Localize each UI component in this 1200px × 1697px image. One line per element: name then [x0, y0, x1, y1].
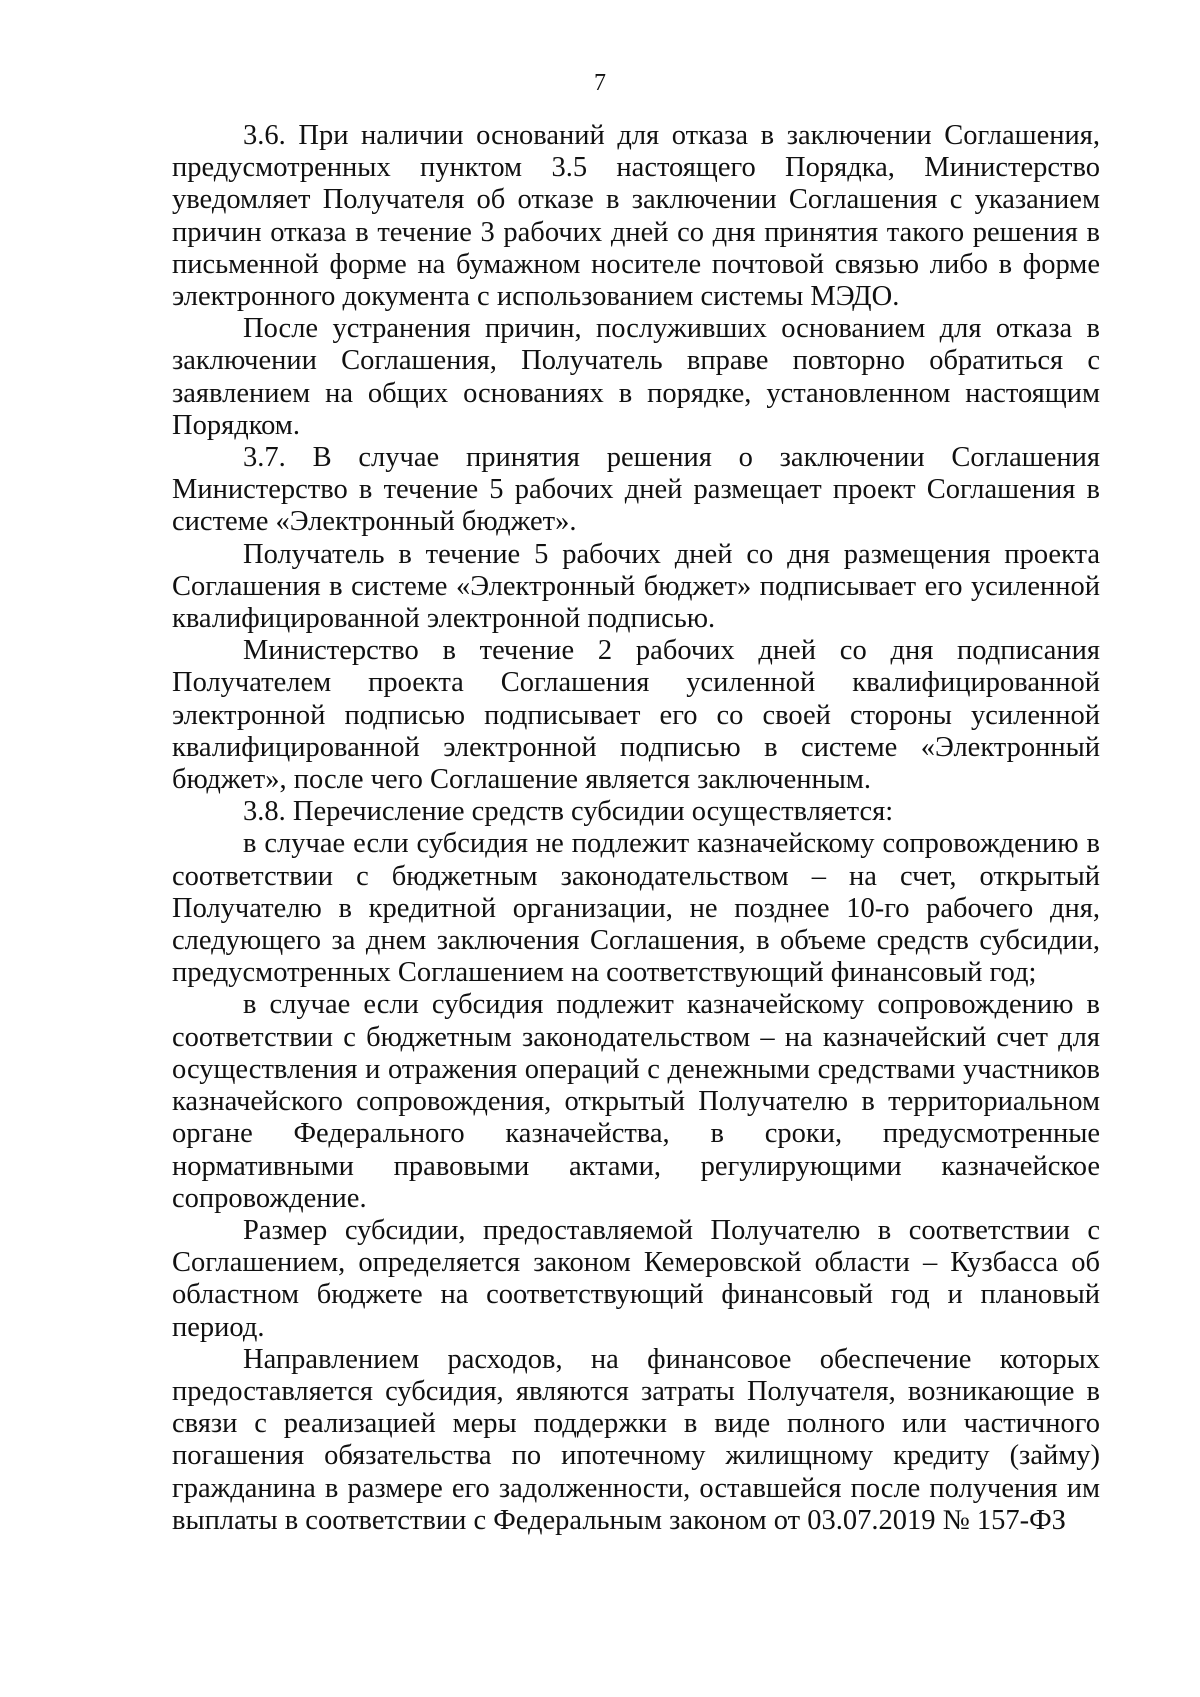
paragraph-3-6: 3.6. При наличии оснований для отказа в заключении Соглашения, предусмотренных пунктом 3.5 настоящего Порядка, Министерство уведомляет Получателя об отказе в заключении Соглашения с указанием причин отказа в течение 3 рабочих дней со дня принятия такого решения в письменной форме на бумажном носителе почтовой связью либо в форме электронного документа с использованием системы МЭДО.: [172, 120, 1100, 313]
page-number: 7: [594, 70, 606, 96]
paragraph-3-7: 3.7. В случае принятия решения о заключении Соглашения Министерство в течение 5 рабочих дней размещает проект Соглашения в системе «Электронный бюджет».: [172, 442, 1100, 538]
paragraph-expense-direction: Направлением расходов, на финансовое обеспечение которых предоставляется субсидия, являются затраты Получателя, возникающие в связи с реализацией меры поддержки в виде полного или частичного погашения обязательства по ипотечному жилищному кредиту (займу) гражданина в размере его задолженности, оставшейся после получения им выплаты в соответствии с Федеральным законом от 03.07.2019 № 157-ФЗ: [172, 1343, 1100, 1536]
paragraph-no-treasury-support: в случае если субсидия не подлежит казначейскому сопровождению в соответствии с бюджетным законодательством – на счет, открытый Получателю в кредитной организации, не позднее 10-го рабочего дня, следующего за днем заключения Соглашения, в объеме средств субсидии, предусмотренных Соглашением на соответствующий финансовый год;: [172, 828, 1100, 989]
document-body: [172, 120, 1100, 1537]
paragraph-treasury-support: в случае если субсидия подлежит казначейскому сопровождению в соответствии с бюджетным законодательством – на казначейский счет для осуществления и отражения операций с денежными средствами участников казначейского сопровождения, открытый Получателю в территориальном органе Федерального казначейства, в сроки, предусмотренные нормативными правовыми актами, регулирующими казначейское сопровождение.: [172, 989, 1100, 1214]
paragraph-3-8: 3.8. Перечисление средств субсидии осуществляется:: [243, 796, 894, 828]
paragraph-ministry-signs: Министерство в течение 2 рабочих дней со дня подписания Получателем проекта Соглашения усиленной квалифицированной электронной подписью подписывает его со своей стороны усиленной квалифицированной электронной подписью в системе «Электронный бюджет», после чего Соглашение является заключенным.: [172, 635, 1100, 796]
paragraph-reapply: После устранения причин, послуживших основанием для отказа в заключении Соглашения, Получатель вправе повторно обратиться с заявлением на общих основаниях в порядке, установленном настоящим Порядком.: [172, 313, 1100, 441]
paragraph-subsidy-amount: Размер субсидии, предоставляемой Получателю в соответствии с Соглашением, определяется законом Кемеровской области – Кузбасса об областном бюджете на соответствующий финансовый год и плановый период.: [172, 1214, 1100, 1343]
paragraph-recipient-signs: Получатель в течение 5 рабочих дней со дня размещения проекта Соглашения в системе «Электронный бюджет» подписывает его усиленной квалифицированной электронной подписью.: [172, 538, 1100, 635]
